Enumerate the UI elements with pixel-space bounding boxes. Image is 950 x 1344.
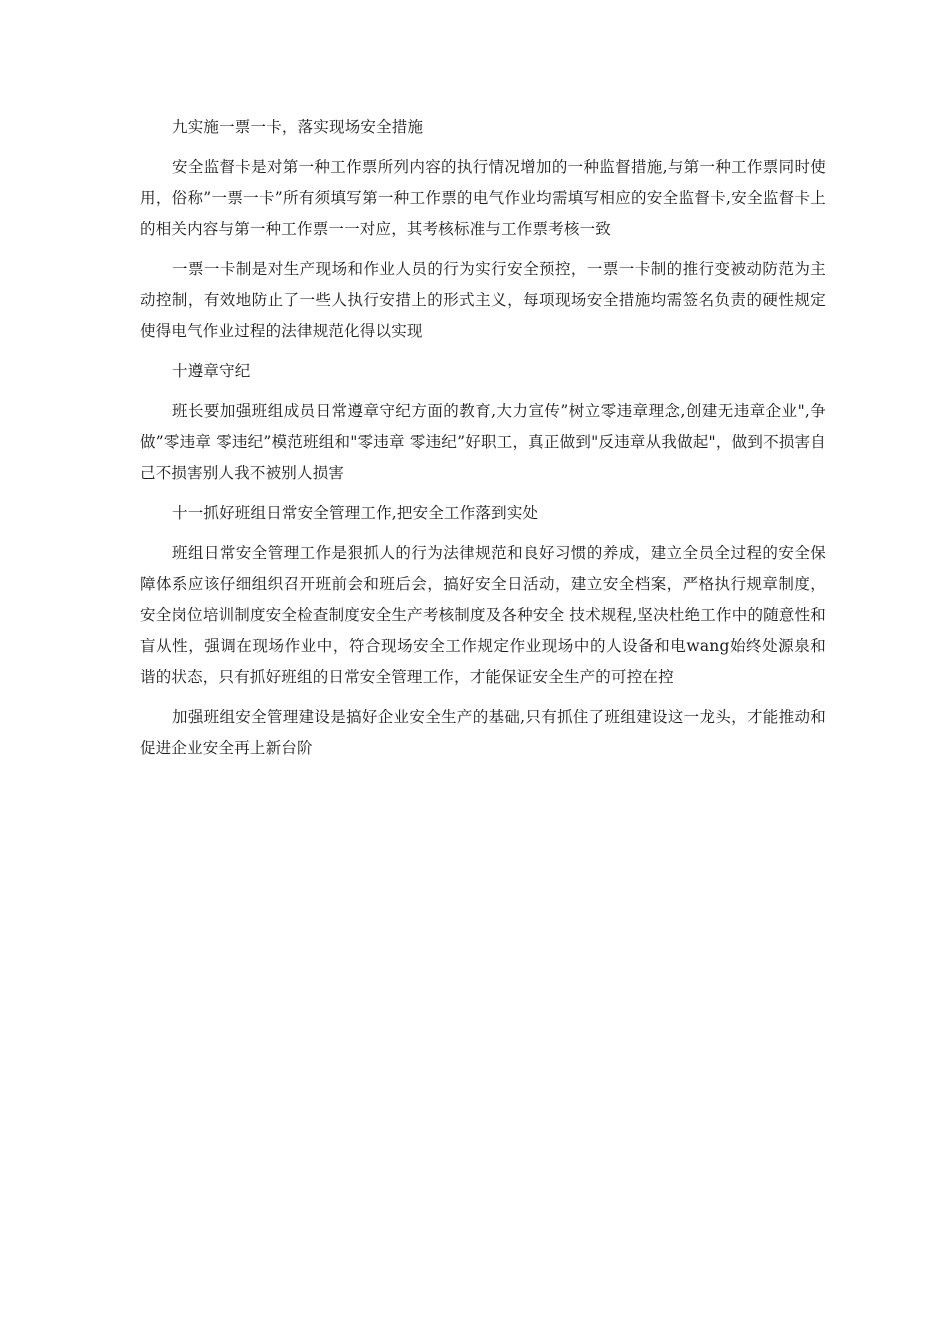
document-body [140,112,826,773]
paragraph-discipline: 班长要加强班组成员日常遵章守纪方面的教育,大力宣传”树立零违章理念,创建无违章企业",争做”零违章 零违纪”模范班组和"零违章 零违纪”好职工，真正做到"反违章从我做起"，做到不损害自己不损害别人我不被别人损害 [140,402,826,482]
paragraph-conclusion: 加强班组安全管理建设是搞好企业安全生产的基础,只有抓住了班组建设这一龙头，才能推动和促进企业安全再上新台阶 [140,708,826,757]
section-heading-9: 九实施一票一卡，落实现场安全措施 [172,118,424,136]
section-heading-10: 十遵章守纪 [172,362,251,380]
section-heading-11: 十一抓好班组日常安全管理工作,把安全工作落到实处 [172,504,539,522]
paragraph-daily-management: 班组日常安全管理工作是狠抓人的行为法律规范和良好习惯的养成，建立全员全过程的安全保障体系应该仔细组织召开班前会和班后会，搞好安全日活动，建立安全档案，严格执行规章制度，安全岗位培训制度安全检查制度安全生产考核制度及各种安全 技术规程,坚决杜绝工作中的随意性和盲从性，强调在现场作业中，符合现场安全工作规定作业现场中的人设备和电wang始终处源泉和谐的状态，只有抓好班组的日常安全管理工作，才能保证安全生产的可控在控 [140,544,826,686]
paragraph-supervision-card: 安全监督卡是对第一种工作票所列内容的执行情况增加的一种监督措施,与第一种工作票同时使用，俗称”一票一卡”所有须填写第一种工作票的电气作业均需填写相应的安全监督卡,安全监督卡上的相关内容与第一种工作票一一对应，其考核标准与工作票考核一致 [140,158,826,238]
paragraph-one-ticket-one-card: 一票一卡制是对生产现场和作业人员的行为实行安全预控，一票一卡制的推行变被动防范为主动控制，有效地防止了一些人执行安措上的形式主义，每项现场安全措施均需签名负责的硬性规定使得电气作业过程的法律规范化得以实现 [140,260,826,340]
